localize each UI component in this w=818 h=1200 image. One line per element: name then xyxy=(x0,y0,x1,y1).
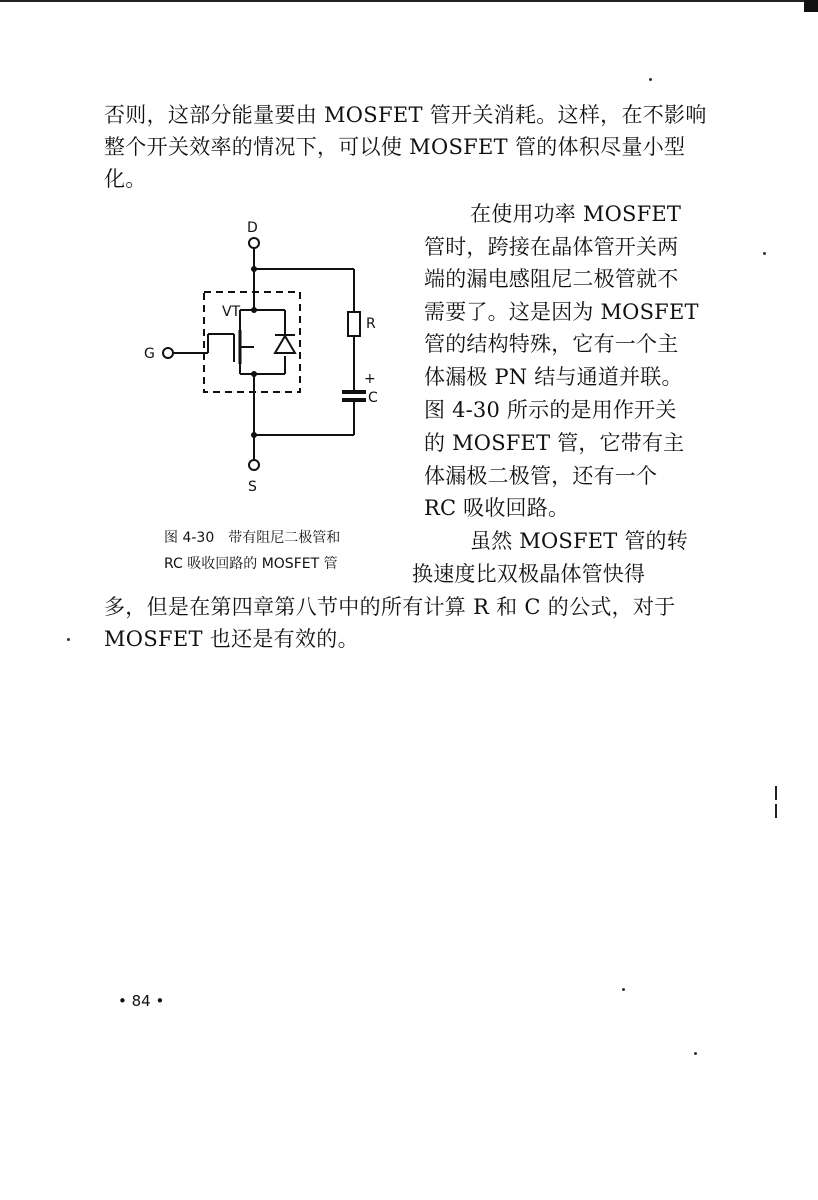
paragraph3-line1: 虽然 MOSFET 管的转 xyxy=(470,529,688,553)
drain-terminal xyxy=(249,238,259,248)
paragraph2-line10: RC 吸收回路。 xyxy=(424,496,570,520)
figure-caption-line1: 图 4-30 带有阻尼二极管和 xyxy=(164,530,341,546)
resistor-symbol xyxy=(348,312,360,336)
paragraph2-line3: 端的漏电感阻尼二极管就不 xyxy=(424,267,679,291)
figure-caption-line2: RC 吸收回路的 MOSFET 管 xyxy=(164,556,338,572)
label-source: S xyxy=(248,479,257,495)
page-number: • 84 • xyxy=(118,992,165,1010)
source-terminal xyxy=(249,460,259,470)
paragraph2-line8: 的 MOSFET 管，它带有主 xyxy=(424,431,685,455)
scan-speck xyxy=(763,252,766,255)
label-capacitor: C xyxy=(368,390,378,406)
paragraph3-line4: MOSFET 也还是有效的。 xyxy=(104,627,359,651)
paragraph2-line1: 在使用功率 MOSFET xyxy=(470,202,682,226)
mosfet-package-box xyxy=(204,292,300,392)
paragraph2-line4: 需要了。这是因为 MOSFET xyxy=(424,300,699,324)
scan-mark xyxy=(775,804,777,818)
paragraph1-line2: 整个开关效率的情况下，可以使 MOSFET 管的体积尽量小型 xyxy=(104,135,686,159)
paragraph2-line5: 管的结构特殊，它有一个主 xyxy=(424,332,679,356)
label-transistor: VT xyxy=(222,304,241,320)
paragraph3-line3: 多，但是在第四章第八节中的所有计算 R 和 C 的公式，对于 xyxy=(104,595,676,619)
paragraph1-line3: 化。 xyxy=(104,167,147,191)
scan-speck xyxy=(649,78,652,81)
paragraph2-line2: 管时，跨接在晶体管开关两 xyxy=(424,235,679,259)
paragraph2-line6: 体漏极 PN 结与通道并联。 xyxy=(424,365,683,389)
mosfet-circuit-diagram xyxy=(140,212,400,502)
gate-terminal xyxy=(163,348,173,358)
paragraph2-line7: 图 4-30 所示的是用作开关 xyxy=(424,398,677,422)
scan-speck xyxy=(67,638,70,641)
scan-speck xyxy=(694,1052,697,1055)
top-border xyxy=(0,0,818,2)
paragraph3-line2: 换速度比双极晶体管快得 xyxy=(412,562,646,586)
scan-mark xyxy=(775,786,777,800)
paragraph1-line1: 否则，这部分能量要由 MOSFET 管开关消耗。这样，在不影响 xyxy=(104,103,707,127)
label-gate: G xyxy=(144,346,155,362)
label-drain: D xyxy=(247,220,258,236)
diode-triangle xyxy=(275,336,295,353)
label-resistor: R xyxy=(366,316,376,332)
paragraph2-line9: 体漏极二极管，还有一个 xyxy=(424,464,658,488)
corner-mark xyxy=(804,0,818,12)
scan-speck xyxy=(622,988,625,991)
label-plus: + xyxy=(364,371,376,387)
